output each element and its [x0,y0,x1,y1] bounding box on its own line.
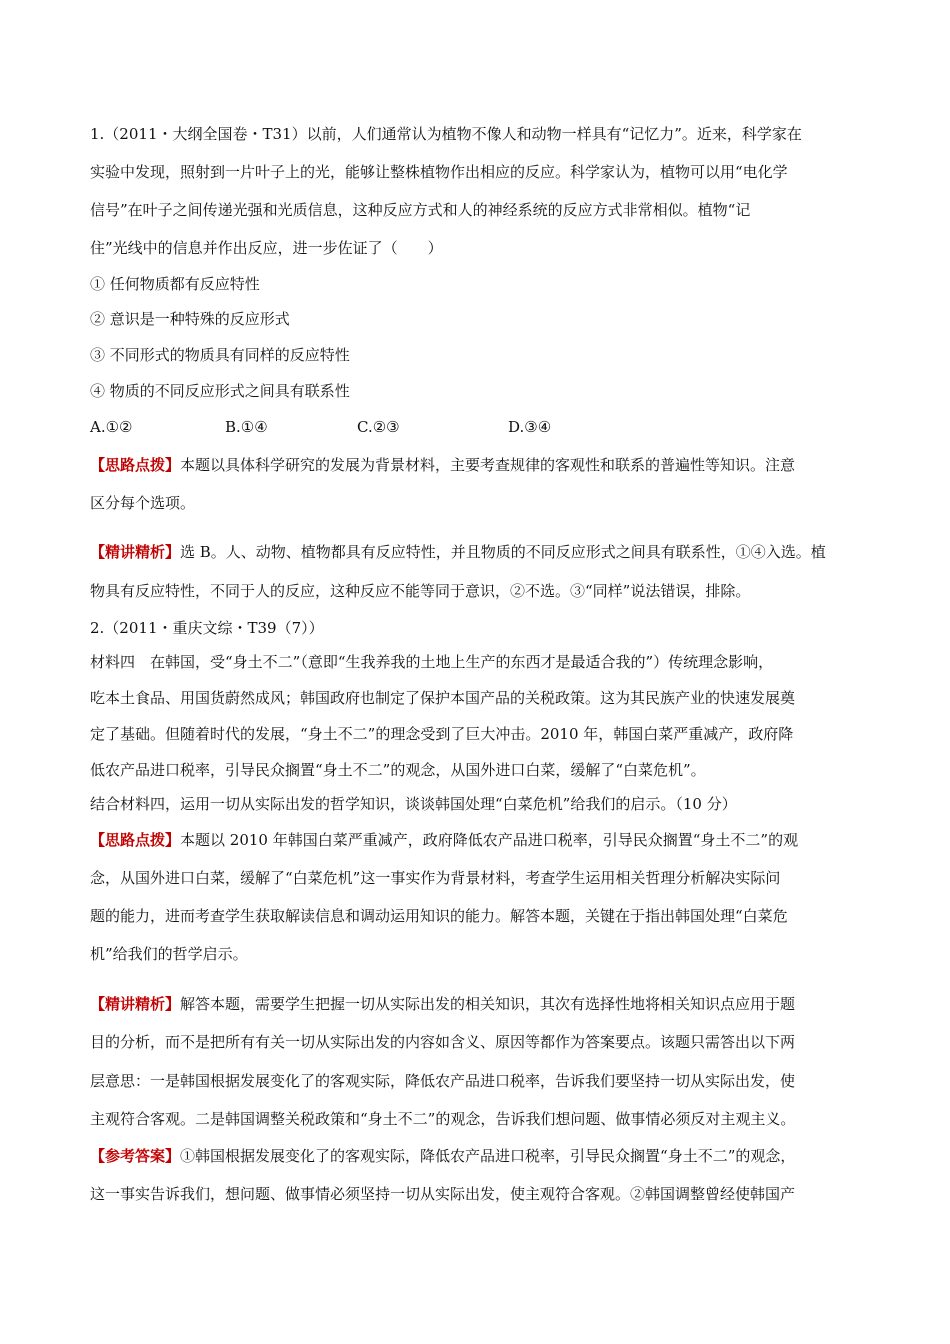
q1-line-2: 实验中发现，照射到一片叶子上的光，能够让整株植物作出相应的反应。科学家认为，植物可以用“电化学 [90,163,788,181]
q1-hint-line-1 [90,455,795,475]
q2-hint-line-2: 念，从国外进口白菜，缓解了“白菜危机”这一事实作为背景材料，考查学生运用相关哲理分析解决实际问 [90,869,781,887]
q2-hint-text-1: 本题以 2010 年韩国白菜严重减产，政府降低农产品进口税率，引导民众搁置“身土不二”的观 [180,831,799,849]
analysis-tag: 【精讲精析】 [90,543,181,561]
q2-analysis-text-1: 解答本题，需要学生把握一切从实际出发的相关知识，其次有选择性地将相关知识点应用于题 [180,995,796,1013]
q1-item-1: ① 任何物质都有反应特性 [90,275,260,293]
q1-analysis-line-1 [90,542,826,562]
q1-item-4: ④ 物质的不同反应形式之间具有联系性 [90,382,350,400]
q2-answer-line-1 [90,1146,795,1166]
q2-analysis-line-4: 主观符合客观。二是韩国调整关税政策和“身土不二”的观念，告诉我们想问题、做事情必须反对主观主义。 [90,1110,796,1128]
q2-material-line-4: 低农产品进口税率，引导民众搁置“身土不二”的观念，从国外进口白菜，缓解了“白菜危机”。 [90,761,706,779]
q2-header: 2.（2011・重庆文综・T39（7）） [90,619,324,637]
q2-material-line-3: 定了基础。但随着时代的发展，“身土不二”的理念受到了巨大冲击。2010 年，韩国白菜严重减产，政府降 [90,725,794,743]
q2-analysis-line-2: 目的分析，而不是把所有有关一切从实际出发的内容如含义、原因等都作为答案要点。该题只需答出以下两 [90,1033,796,1051]
q2-answer-text-1: ①韩国根据发展变化了的客观实际，降低农产品进口税率，引导民众搁置“身土不二”的观念， [180,1147,796,1165]
option-b: B.①④ [225,418,268,436]
q2-analysis-line-3: 层意思：一是韩国根据发展变化了的客观实际，降低农产品进口税率，告诉我们要坚持一切从实际出发，使 [90,1072,796,1090]
hint-tag: 【思路点拨】 [90,831,181,849]
q2-hint-line-4: 机”给我们的哲学启示。 [90,945,248,963]
q2-question: 结合材料四，运用一切从实际出发的哲学知识，谈谈韩国处理“白菜危机”给我们的启示。（10 分） [90,795,737,813]
q2-material-line-2: 吃本土食品、用国货蔚然成风；韩国政府也制定了保护本国产品的关税政策。这为其民族产业的快速发展奠 [90,689,796,707]
q2-material-line-1: 材料四 在韩国，受“身土不二”（意即“生我养我的土地上生产的东西才是最适合我的”）传统理念影响， [90,653,774,671]
q1-line-3: 信号”在叶子之间传递光强和光质信息，这种反应方式和人的神经系统的反应方式非常相似。植物“记 [90,201,751,219]
option-a: A.①② [90,418,133,436]
q1-analysis-text-1: 选 B。人、动物、植物都具有反应特性，并且物质的不同反应形式之间具有联系性，①④入选。植 [180,543,826,561]
q1-options [90,417,551,437]
q1-line-4: 住”光线中的信息并作出反应，进一步佐证了（ ） [90,239,443,257]
q1-item-3: ③ 不同形式的物质具有同样的反应特性 [90,346,350,364]
q1-hint-line-2: 区分每个选项。 [90,494,196,512]
q1-item-2: ② 意识是一种特殊的反应形式 [90,310,290,328]
option-d: D.③④ [508,418,552,436]
option-c: C.②③ [357,418,400,436]
q2-hint-line-1 [90,830,798,850]
q1-analysis-line-2: 物具有反应特性，不同于人的反应，这种反应不能等同于意识，②不选。③“同样”说法错误，排除。 [90,582,751,600]
q2-answer-line-2: 这一事实告诉我们，想问题、做事情必须坚持一切从实际出发，使主观符合客观。②韩国调整曾经使韩国产 [90,1185,796,1203]
q1-line-1: 1.（2011・大纲全国卷・T31）以前，人们通常认为植物不像人和动物一样具有“记忆力”。近来，科学家在 [90,125,802,143]
answer-tag: 【参考答案】 [90,1147,181,1165]
q2-analysis-line-1 [90,994,795,1014]
q2-hint-line-3: 题的能力，进而考查学生获取解读信息和调动运用知识的能力。解答本题，关键在于指出韩国处理“白菜危 [90,907,788,925]
analysis-tag: 【精讲精析】 [90,995,181,1013]
q1-hint-text-1: 本题以具体科学研究的发展为背景材料，主要考查规律的客观性和联系的普遍性等知识。注意 [180,456,796,474]
hint-tag: 【思路点拨】 [90,456,181,474]
